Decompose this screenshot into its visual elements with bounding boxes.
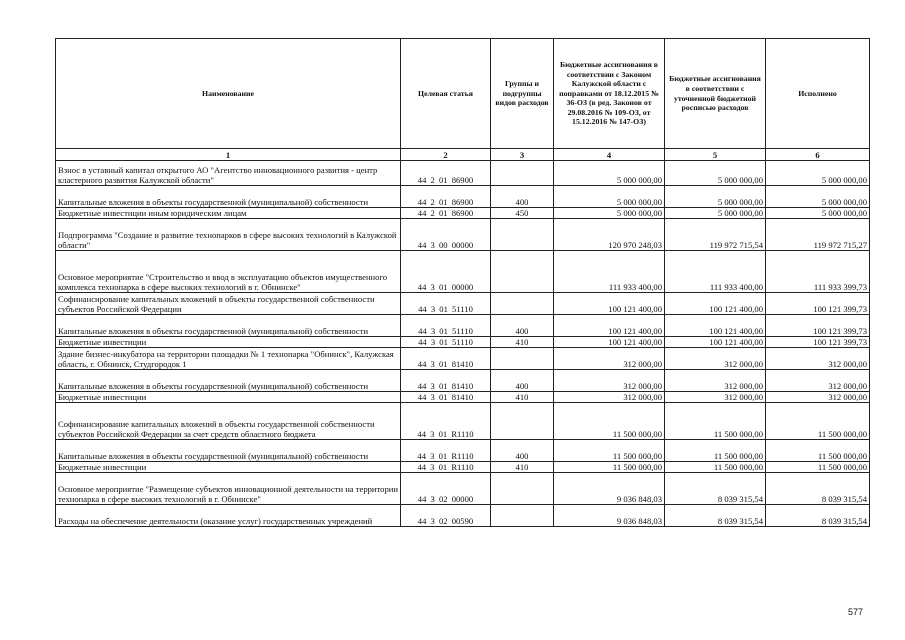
column-number: 2 (401, 149, 491, 161)
row-name-cell: Капитальные вложения в объекты государственной (муниципальной) собственности (56, 370, 401, 392)
row-refined-cell: 312 000,00 (665, 348, 766, 370)
row-executed-cell: 5 000 000,00 (766, 161, 870, 186)
row-refined-cell: 11 500 000,00 (665, 440, 766, 462)
row-refined-cell: 100 121 400,00 (665, 293, 766, 315)
row-executed-cell: 312 000,00 (766, 392, 870, 403)
row-group-cell: 400 (491, 370, 554, 392)
row-group-cell (491, 161, 554, 186)
row-name-cell: Основное мероприятие "Размещение субъектов инновационной деятельности на территории технопарка в сфере высоких технологий в г. Обнинске" (56, 473, 401, 505)
row-group-cell (491, 403, 554, 440)
row-name-cell: Капитальные вложения в объекты государственной (муниципальной) собственности (56, 315, 401, 337)
header-target: Целевая статья (401, 39, 491, 149)
row-executed-cell: 312 000,00 (766, 370, 870, 392)
budget-table (55, 38, 870, 527)
table-row (56, 208, 870, 219)
row-law-cell: 312 000,00 (554, 348, 665, 370)
row-refined-cell: 8 039 315,54 (665, 473, 766, 505)
row-target-cell: 44 3 01 81410 (401, 370, 491, 392)
row-executed-cell: 100 121 399,73 (766, 293, 870, 315)
row-target-cell: 44 3 01 51110 (401, 293, 491, 315)
header-row (56, 39, 870, 149)
table-row (56, 315, 870, 337)
table-row (56, 161, 870, 186)
row-executed-cell: 11 500 000,00 (766, 403, 870, 440)
row-group-cell: 410 (491, 392, 554, 403)
row-target-cell: 44 3 00 00000 (401, 219, 491, 251)
row-name-cell: Здание бизнес-инкубатора на территории площадки № 1 технопарка "Обнинск", Калужская область, г. Обнинск, Студгородок 1 (56, 348, 401, 370)
row-name-cell: Подпрограмма "Создание и развитие технопарков в сфере высоких технологий в Калужской области" (56, 219, 401, 251)
header-name: Наименование (56, 39, 401, 149)
row-refined-cell: 119 972 715,54 (665, 219, 766, 251)
row-law-cell: 100 121 400,00 (554, 293, 665, 315)
row-law-cell: 11 500 000,00 (554, 462, 665, 473)
row-group-cell (491, 293, 554, 315)
row-law-cell: 5 000 000,00 (554, 208, 665, 219)
row-law-cell: 9 036 848,03 (554, 473, 665, 505)
table-row (56, 462, 870, 473)
header-groups: Группы и подгруппы видов расходов (491, 39, 554, 149)
table-row (56, 403, 870, 440)
column-number-row (56, 149, 870, 161)
row-law-cell: 100 121 400,00 (554, 315, 665, 337)
row-law-cell: 5 000 000,00 (554, 161, 665, 186)
column-number: 5 (665, 149, 766, 161)
table-row (56, 348, 870, 370)
row-group-cell (491, 219, 554, 251)
row-name-cell: Капитальные вложения в объекты государственной (муниципальной) собственности (56, 186, 401, 208)
table-row (56, 337, 870, 348)
row-executed-cell: 8 039 315,54 (766, 505, 870, 527)
row-target-cell: 44 3 01 R1110 (401, 403, 491, 440)
row-executed-cell: 11 500 000,00 (766, 440, 870, 462)
table-row (56, 219, 870, 251)
row-group-cell: 450 (491, 208, 554, 219)
row-target-cell: 44 3 01 51110 (401, 315, 491, 337)
row-group-cell: 400 (491, 440, 554, 462)
row-group-cell (491, 505, 554, 527)
row-law-cell: 5 000 000,00 (554, 186, 665, 208)
row-law-cell: 111 933 400,00 (554, 251, 665, 293)
row-group-cell: 400 (491, 186, 554, 208)
row-law-cell: 9 036 848,03 (554, 505, 665, 527)
row-group-cell: 400 (491, 315, 554, 337)
row-refined-cell: 5 000 000,00 (665, 161, 766, 186)
row-group-cell (491, 473, 554, 505)
row-name-cell: Взнос в уставный капитал открытого АО "Агентство инновационного развития - центр кластерного развития Калужской области" (56, 161, 401, 186)
row-executed-cell: 111 933 399,73 (766, 251, 870, 293)
row-executed-cell: 100 121 399,73 (766, 337, 870, 348)
row-group-cell (491, 251, 554, 293)
table-row (56, 293, 870, 315)
row-name-cell: Бюджетные инвестиции (56, 337, 401, 348)
row-law-cell: 100 121 400,00 (554, 337, 665, 348)
row-target-cell: 44 3 01 R1110 (401, 440, 491, 462)
column-number: 6 (766, 149, 870, 161)
row-group-cell: 410 (491, 462, 554, 473)
row-target-cell: 44 3 01 R1110 (401, 462, 491, 473)
column-number: 1 (56, 149, 401, 161)
row-name-cell: Основное мероприятие "Строительство и ввод в эксплуатацию объектов имущественного комплекса технопарка в сфере высоких технологий в г. Обнинске" (56, 251, 401, 293)
row-name-cell: Капитальные вложения в объекты государственной (муниципальной) собственности (56, 440, 401, 462)
row-law-cell: 312 000,00 (554, 370, 665, 392)
row-law-cell: 11 500 000,00 (554, 440, 665, 462)
row-refined-cell: 100 121 400,00 (665, 315, 766, 337)
table-row (56, 473, 870, 505)
row-executed-cell: 8 039 315,54 (766, 473, 870, 505)
row-name-cell: Бюджетные инвестиции (56, 462, 401, 473)
table-row (56, 186, 870, 208)
column-number: 3 (491, 149, 554, 161)
row-executed-cell: 5 000 000,00 (766, 208, 870, 219)
row-refined-cell: 8 039 315,54 (665, 505, 766, 527)
row-refined-cell: 100 121 400,00 (665, 337, 766, 348)
row-law-cell: 11 500 000,00 (554, 403, 665, 440)
row-law-cell: 120 970 248,03 (554, 219, 665, 251)
row-target-cell: 44 3 01 81410 (401, 348, 491, 370)
row-executed-cell: 312 000,00 (766, 348, 870, 370)
row-target-cell: 44 3 02 00000 (401, 473, 491, 505)
row-executed-cell: 100 121 399,73 (766, 315, 870, 337)
column-number: 4 (554, 149, 665, 161)
table-row (56, 505, 870, 527)
row-refined-cell: 11 500 000,00 (665, 462, 766, 473)
row-law-cell: 312 000,00 (554, 392, 665, 403)
row-name-cell: Софинансирование капитальных вложений в объекты государственной собственности субъектов Российской Федерации (56, 293, 401, 315)
row-name-cell: Бюджетные инвестиции иным юридическим лицам (56, 208, 401, 219)
row-target-cell: 44 3 02 00590 (401, 505, 491, 527)
table-row (56, 370, 870, 392)
row-group-cell (491, 348, 554, 370)
row-target-cell: 44 2 01 86900 (401, 208, 491, 219)
row-target-cell: 44 3 01 81410 (401, 392, 491, 403)
table-row (56, 251, 870, 293)
row-refined-cell: 5 000 000,00 (665, 186, 766, 208)
row-target-cell: 44 2 01 86900 (401, 161, 491, 186)
header-executed: Исполнено (766, 39, 870, 149)
table-row (56, 440, 870, 462)
row-refined-cell: 312 000,00 (665, 392, 766, 403)
row-executed-cell: 119 972 715,27 (766, 219, 870, 251)
header-refined: Бюджетные ассигнования в соответствии с уточненной бюджетной росписью расходов (665, 39, 766, 149)
row-name-cell: Бюджетные инвестиции (56, 392, 401, 403)
row-name-cell: Софинансирование капитальных вложений в объекты государственной собственности субъектов Российской Федерации за счет средств областного бюджета (56, 403, 401, 440)
table-row (56, 392, 870, 403)
row-executed-cell: 11 500 000,00 (766, 462, 870, 473)
row-target-cell: 44 3 01 00000 (401, 251, 491, 293)
row-target-cell: 44 3 01 51110 (401, 337, 491, 348)
row-refined-cell: 5 000 000,00 (665, 208, 766, 219)
row-name-cell: Расходы на обеспечение деятельности (оказание услуг) государственных учреждений (56, 505, 401, 527)
row-target-cell: 44 2 01 86900 (401, 186, 491, 208)
table-body (56, 161, 870, 527)
row-refined-cell: 11 500 000,00 (665, 403, 766, 440)
row-executed-cell: 5 000 000,00 (766, 186, 870, 208)
row-group-cell: 410 (491, 337, 554, 348)
row-refined-cell: 111 933 400,00 (665, 251, 766, 293)
page-number: 577 (847, 607, 863, 617)
row-refined-cell: 312 000,00 (665, 370, 766, 392)
header-law: Бюджетные ассигнования в соответствии с Законом Калужской области с поправками от 18.12.2015 № 36-ОЗ (в ред. Законов от 29.08.2016 № 109-ОЗ, от 15.12.2016 № 147-ОЗ) (554, 39, 665, 149)
